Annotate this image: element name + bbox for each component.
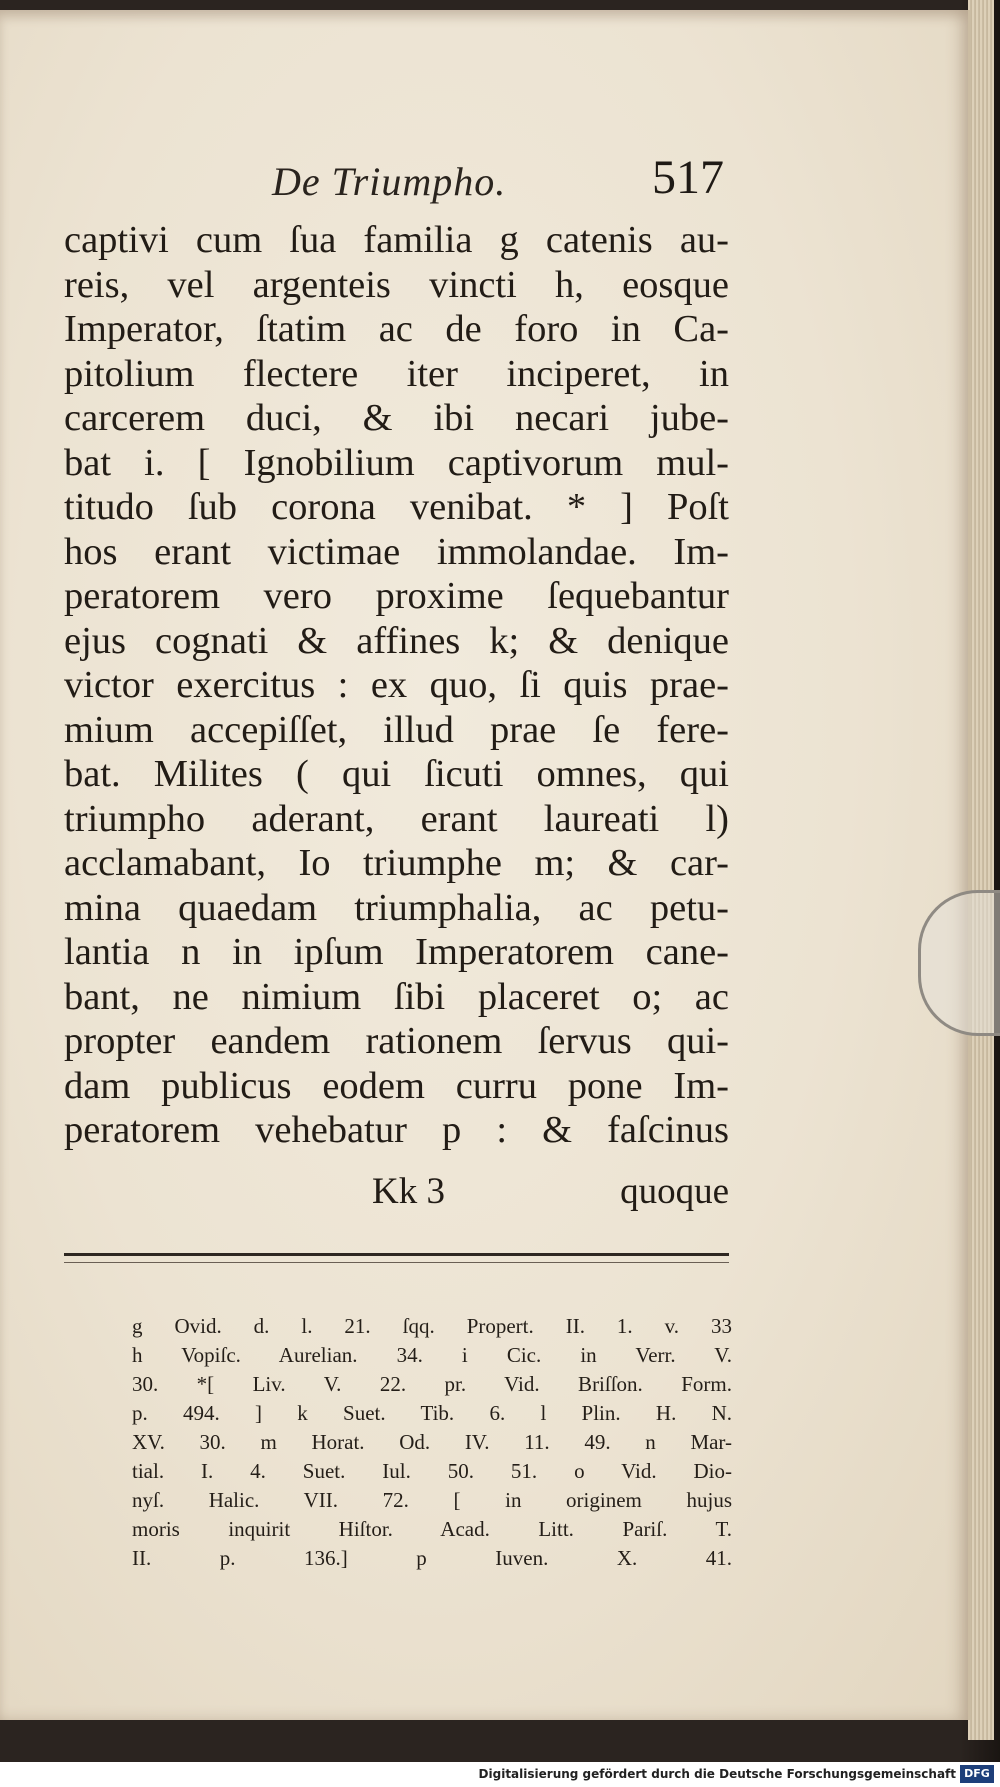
- footnote-line: II. p. 136.] p Iuven. X. 41.: [132, 1546, 732, 1570]
- digitization-footer: [0, 1762, 1000, 1787]
- footnote-line: nyſ. Halic. VII. 72. [ in originem hujus: [132, 1488, 732, 1512]
- text-line: mium accepiſſet, illud prae ſe fere-: [64, 708, 729, 751]
- text-line: reis, vel argenteis vincti h, eosque: [64, 263, 729, 306]
- footnote-line: moris inquirit Hiſtor. Acad. Litt. Pariſ. T.: [132, 1517, 732, 1541]
- text-line: peratorem vero proxime ſequebantur: [64, 575, 729, 617]
- text-line: bant, ne nimium ſibi placeret o; ac: [64, 975, 729, 1018]
- footnote-line: 30. *[ Liv. V. 22. pr. Vid. Briſſon. Form.: [132, 1372, 732, 1396]
- footnote-line: p. 494. ] k Suet. Tib. 6. l Plin. H. N.: [132, 1401, 732, 1425]
- text-line: triumpho aderant, erant laureati l): [64, 797, 729, 840]
- book-page: [0, 10, 970, 1720]
- footnotes-block: [132, 1312, 732, 1573]
- footnote-line: XV. 30. m Horat. Od. IV. 11. 49. n Mar-: [132, 1430, 732, 1454]
- text-line: captivi cum ſua familia g catenis au-: [64, 219, 729, 261]
- text-line: Imperator, ſtatim ac de foro in Ca-: [64, 308, 729, 350]
- signature-line: [64, 1170, 729, 1216]
- page-header: [0, 150, 968, 210]
- running-title: De Triumpho.: [272, 159, 507, 204]
- text-line: ejus cognati & affines k; & denique: [64, 619, 729, 662]
- gathering-signature: Kk 3: [372, 1171, 445, 1212]
- text-line: peratorem vehebatur p : & faſcinus: [64, 1109, 729, 1151]
- dfg-logo-icon: DFG: [960, 1765, 994, 1783]
- text-line: titudo ſub corona venibat. * ] Poſt: [64, 486, 729, 528]
- text-line: hos erant victimae immolandae. Im-: [64, 530, 729, 573]
- footnote-rule-thin: [64, 1262, 729, 1263]
- text-line: bat i. [ Ignobilium captivorum mul-: [64, 441, 729, 484]
- page-edges: [968, 0, 994, 1740]
- text-line: bat. Milites ( qui ſicuti omnes, qui: [64, 753, 729, 795]
- text-line: victor exercitus : ex quo, ſi quis prae-: [64, 664, 729, 706]
- footnote-line: h Vopiſc. Aurelian. 34. i Cic. in Verr. V.: [132, 1343, 732, 1367]
- text-line: pitolium flectere iter inciperet, in: [64, 352, 729, 395]
- text-line: propter eandem rationem ſervus qui-: [64, 1020, 729, 1062]
- page-number: 517: [652, 151, 724, 204]
- catchword: quoque: [620, 1171, 729, 1212]
- footnote-line: g Ovid. d. l. 21. ſqq. Propert. II. 1. v. 33: [132, 1314, 732, 1338]
- text-line: dam publicus eodem curru pone Im-: [64, 1064, 729, 1107]
- funding-credit: Digitalisierung gefördert durch die Deutsche Forschungsgemeinschaft: [478, 1767, 956, 1781]
- text-line: mina quaedam triumphalia, ac petu-: [64, 886, 729, 929]
- footnote-line: tial. I. 4. Suet. Iul. 50. 51. o Vid. Dio-: [132, 1459, 732, 1483]
- text-line: lantia n in ipſum Imperatorem cane-: [64, 931, 729, 973]
- text-line: acclamabant, Io triumphe m; & car-: [64, 842, 729, 884]
- text-line: carcerem duci, & ibi necari jube-: [64, 397, 729, 439]
- footnote-rule: [64, 1253, 729, 1256]
- main-text-block: [64, 218, 729, 1153]
